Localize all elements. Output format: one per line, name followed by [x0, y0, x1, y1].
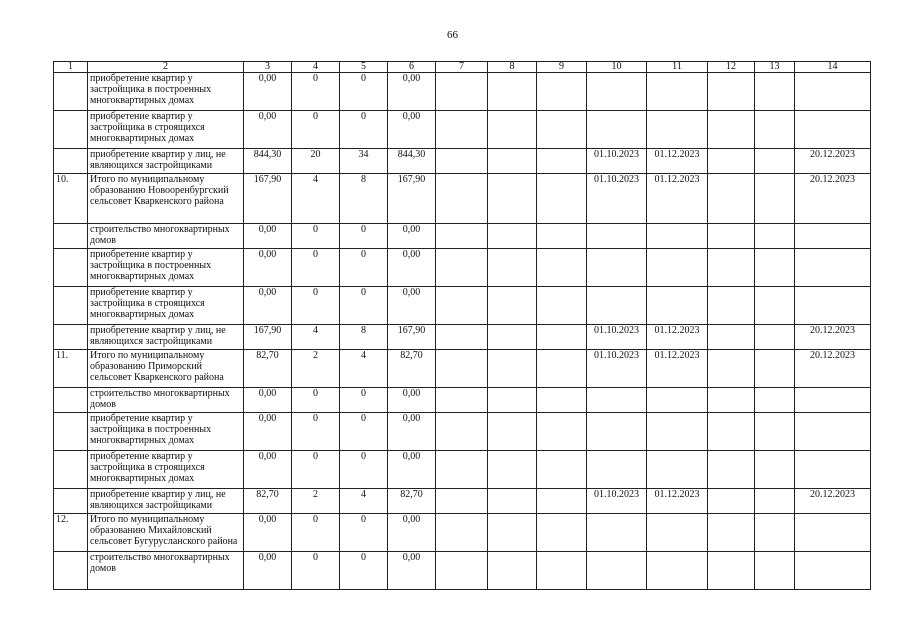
- value-cell: [436, 73, 488, 111]
- value-cell: 0: [292, 224, 340, 249]
- value-cell: [537, 451, 587, 489]
- value-cell: [647, 514, 708, 552]
- value-cell: [537, 111, 587, 149]
- value-cell: [587, 451, 647, 489]
- value-cell: [537, 514, 587, 552]
- value-cell: 0,00: [388, 388, 436, 413]
- value-cell: 8: [340, 174, 388, 224]
- value-cell: 0,00: [244, 224, 292, 249]
- table-row: [54, 451, 871, 489]
- table-row: [54, 224, 871, 249]
- column-header: 6: [388, 62, 436, 73]
- value-cell: [647, 111, 708, 149]
- column-header: 13: [755, 62, 795, 73]
- value-cell: [488, 350, 537, 388]
- value-cell: [537, 287, 587, 325]
- column-header: 3: [244, 62, 292, 73]
- value-cell: 0,00: [388, 514, 436, 552]
- value-cell: [537, 174, 587, 224]
- value-cell: [795, 249, 871, 287]
- value-cell: 0,00: [244, 413, 292, 451]
- value-cell: 0,00: [388, 224, 436, 249]
- value-cell: [755, 174, 795, 224]
- description-cell: Итого по муниципальному образованию Приморский сельсовет Кваркенского района: [88, 350, 244, 388]
- value-cell: 4: [292, 174, 340, 224]
- value-cell: [708, 224, 755, 249]
- value-cell: [795, 111, 871, 149]
- row-index-cell: [54, 111, 88, 149]
- column-header: 11: [647, 62, 708, 73]
- description-cell: Итого по муниципальному образованию Новооренбургский сельсовет Кваркенского района: [88, 174, 244, 224]
- table-row: [54, 413, 871, 451]
- value-cell: 01.12.2023: [647, 489, 708, 514]
- value-cell: 0,00: [244, 514, 292, 552]
- value-cell: [708, 325, 755, 350]
- column-header: 4: [292, 62, 340, 73]
- value-cell: [488, 413, 537, 451]
- value-cell: 0: [340, 224, 388, 249]
- value-cell: 0: [340, 287, 388, 325]
- value-cell: 01.10.2023: [587, 350, 647, 388]
- value-cell: [436, 350, 488, 388]
- value-cell: [708, 489, 755, 514]
- column-header: 14: [795, 62, 871, 73]
- value-cell: 0: [292, 73, 340, 111]
- column-header: 12: [708, 62, 755, 73]
- value-cell: [436, 224, 488, 249]
- row-index-cell: 11.: [54, 350, 88, 388]
- row-index-cell: [54, 489, 88, 514]
- value-cell: 0: [340, 552, 388, 590]
- value-cell: 0: [292, 514, 340, 552]
- value-cell: 0: [292, 388, 340, 413]
- value-cell: [537, 249, 587, 287]
- value-cell: 20: [292, 149, 340, 174]
- value-cell: 01.12.2023: [647, 149, 708, 174]
- value-cell: [436, 249, 488, 287]
- value-cell: 0,00: [388, 73, 436, 111]
- value-cell: [755, 489, 795, 514]
- value-cell: [755, 413, 795, 451]
- value-cell: [647, 249, 708, 287]
- row-index-cell: [54, 224, 88, 249]
- value-cell: [488, 224, 537, 249]
- value-cell: 01.10.2023: [587, 489, 647, 514]
- value-cell: [708, 388, 755, 413]
- value-cell: [795, 224, 871, 249]
- value-cell: 0,00: [388, 413, 436, 451]
- value-cell: 0: [340, 73, 388, 111]
- value-cell: [755, 325, 795, 350]
- value-cell: [587, 73, 647, 111]
- value-cell: [708, 451, 755, 489]
- value-cell: 167,90: [244, 325, 292, 350]
- value-cell: [708, 149, 755, 174]
- table-row: [54, 287, 871, 325]
- value-cell: 01.10.2023: [587, 174, 647, 224]
- value-cell: 01.10.2023: [587, 149, 647, 174]
- value-cell: [755, 287, 795, 325]
- description-cell: приобретение квартир у лиц, не являющихся застройщиками: [88, 489, 244, 514]
- value-cell: [708, 413, 755, 451]
- value-cell: [755, 73, 795, 111]
- description-cell: приобретение квартир у лиц, не являющихся застройщиками: [88, 325, 244, 350]
- data-table: [53, 61, 871, 590]
- value-cell: [436, 287, 488, 325]
- value-cell: 20.12.2023: [795, 325, 871, 350]
- value-cell: [647, 413, 708, 451]
- table-row: [54, 111, 871, 149]
- value-cell: [488, 514, 537, 552]
- value-cell: [795, 514, 871, 552]
- value-cell: 167,90: [388, 174, 436, 224]
- value-cell: 82,70: [388, 489, 436, 514]
- row-index-cell: 12.: [54, 514, 88, 552]
- value-cell: 844,30: [388, 149, 436, 174]
- table-row: [54, 552, 871, 590]
- value-cell: 844,30: [244, 149, 292, 174]
- table-row: [54, 489, 871, 514]
- value-cell: 0,00: [244, 388, 292, 413]
- value-cell: [436, 174, 488, 224]
- value-cell: [488, 325, 537, 350]
- description-cell: строительство многоквартирных домов: [88, 224, 244, 249]
- value-cell: [488, 388, 537, 413]
- value-cell: [436, 552, 488, 590]
- value-cell: 20.12.2023: [795, 174, 871, 224]
- row-index-cell: [54, 249, 88, 287]
- value-cell: [587, 287, 647, 325]
- table-row: [54, 249, 871, 287]
- value-cell: 01.12.2023: [647, 350, 708, 388]
- value-cell: [537, 149, 587, 174]
- row-index-cell: 10.: [54, 174, 88, 224]
- value-cell: 0: [340, 451, 388, 489]
- value-cell: 8: [340, 325, 388, 350]
- value-cell: 0: [340, 111, 388, 149]
- table-row: [54, 73, 871, 111]
- value-cell: 0,00: [244, 552, 292, 590]
- value-cell: [647, 552, 708, 590]
- value-cell: 4: [292, 325, 340, 350]
- description-cell: Итого по муниципальному образованию Михайловский сельсовет Бугурусланского района: [88, 514, 244, 552]
- value-cell: [755, 149, 795, 174]
- value-cell: 20.12.2023: [795, 489, 871, 514]
- table-row: [54, 514, 871, 552]
- value-cell: [488, 111, 537, 149]
- value-cell: [708, 552, 755, 590]
- value-cell: [755, 224, 795, 249]
- value-cell: [647, 73, 708, 111]
- value-cell: [488, 149, 537, 174]
- value-cell: [488, 287, 537, 325]
- column-header: 5: [340, 62, 388, 73]
- value-cell: [537, 224, 587, 249]
- value-cell: 0: [292, 552, 340, 590]
- description-cell: приобретение квартир у застройщика в построенных многоквартирных домах: [88, 413, 244, 451]
- table-row: [54, 325, 871, 350]
- value-cell: [708, 514, 755, 552]
- description-cell: приобретение квартир у лиц, не являющихся застройщиками: [88, 149, 244, 174]
- description-cell: строительство многоквартирных домов: [88, 552, 244, 590]
- value-cell: 34: [340, 149, 388, 174]
- value-cell: 01.12.2023: [647, 325, 708, 350]
- value-cell: [587, 111, 647, 149]
- value-cell: 82,70: [388, 350, 436, 388]
- value-cell: [488, 451, 537, 489]
- value-cell: [537, 388, 587, 413]
- value-cell: 2: [292, 350, 340, 388]
- table-row: [54, 149, 871, 174]
- value-cell: [708, 111, 755, 149]
- column-header: 10: [587, 62, 647, 73]
- value-cell: 4: [340, 489, 388, 514]
- value-cell: 0: [340, 388, 388, 413]
- value-cell: [755, 350, 795, 388]
- value-cell: 0: [340, 249, 388, 287]
- value-cell: [436, 489, 488, 514]
- value-cell: [537, 413, 587, 451]
- value-cell: [647, 388, 708, 413]
- value-cell: 4: [340, 350, 388, 388]
- value-cell: [708, 174, 755, 224]
- value-cell: [436, 451, 488, 489]
- value-cell: [436, 149, 488, 174]
- value-cell: [647, 287, 708, 325]
- row-index-cell: [54, 73, 88, 111]
- value-cell: 0,00: [244, 451, 292, 489]
- table-row: [54, 388, 871, 413]
- value-cell: [587, 249, 647, 287]
- value-cell: [587, 388, 647, 413]
- value-cell: [795, 73, 871, 111]
- value-cell: [537, 489, 587, 514]
- value-cell: [795, 413, 871, 451]
- row-index-cell: [54, 413, 88, 451]
- row-index-cell: [54, 552, 88, 590]
- value-cell: [587, 552, 647, 590]
- value-cell: [708, 350, 755, 388]
- value-cell: 0: [340, 514, 388, 552]
- value-cell: [795, 451, 871, 489]
- value-cell: 01.12.2023: [647, 174, 708, 224]
- value-cell: 82,70: [244, 350, 292, 388]
- value-cell: [436, 111, 488, 149]
- value-cell: 0,00: [244, 111, 292, 149]
- value-cell: [488, 249, 537, 287]
- value-cell: [587, 413, 647, 451]
- value-cell: [436, 388, 488, 413]
- column-header: 2: [88, 62, 244, 73]
- row-index-cell: [54, 325, 88, 350]
- value-cell: 0: [292, 111, 340, 149]
- value-cell: [436, 514, 488, 552]
- value-cell: 20.12.2023: [795, 149, 871, 174]
- value-cell: [537, 552, 587, 590]
- value-cell: [537, 325, 587, 350]
- value-cell: [795, 388, 871, 413]
- value-cell: 20.12.2023: [795, 350, 871, 388]
- table-row: [54, 350, 871, 388]
- value-cell: 0: [292, 413, 340, 451]
- value-cell: 2: [292, 489, 340, 514]
- value-cell: [755, 451, 795, 489]
- value-cell: [488, 552, 537, 590]
- value-cell: [795, 287, 871, 325]
- table-row: [54, 174, 871, 224]
- value-cell: 0: [340, 413, 388, 451]
- value-cell: [795, 552, 871, 590]
- value-cell: [587, 224, 647, 249]
- value-cell: 0: [292, 451, 340, 489]
- value-cell: [755, 388, 795, 413]
- row-index-cell: [54, 287, 88, 325]
- description-cell: приобретение квартир у застройщика в строящихся многоквартирных домах: [88, 287, 244, 325]
- value-cell: 0,00: [388, 287, 436, 325]
- value-cell: 0,00: [244, 73, 292, 111]
- value-cell: [647, 224, 708, 249]
- description-cell: строительство многоквартирных домов: [88, 388, 244, 413]
- value-cell: [537, 73, 587, 111]
- value-cell: [488, 73, 537, 111]
- value-cell: 0,00: [388, 249, 436, 287]
- value-cell: 167,90: [244, 174, 292, 224]
- value-cell: 0: [292, 249, 340, 287]
- value-cell: [755, 249, 795, 287]
- value-cell: 01.10.2023: [587, 325, 647, 350]
- value-cell: 0,00: [388, 552, 436, 590]
- column-header: 1: [54, 62, 88, 73]
- value-cell: [488, 489, 537, 514]
- row-index-cell: [54, 451, 88, 489]
- value-cell: 167,90: [388, 325, 436, 350]
- value-cell: 82,70: [244, 489, 292, 514]
- row-index-cell: [54, 388, 88, 413]
- value-cell: 0,00: [388, 451, 436, 489]
- description-cell: приобретение квартир у застройщика в построенных многоквартирных домах: [88, 249, 244, 287]
- value-cell: [708, 287, 755, 325]
- value-cell: [436, 413, 488, 451]
- value-cell: [755, 514, 795, 552]
- description-cell: приобретение квартир у застройщика в строящихся многоквартирных домах: [88, 451, 244, 489]
- value-cell: [708, 249, 755, 287]
- column-header: 7: [436, 62, 488, 73]
- value-cell: [436, 325, 488, 350]
- value-cell: 0,00: [244, 287, 292, 325]
- value-cell: [708, 73, 755, 111]
- column-header: 9: [537, 62, 587, 73]
- value-cell: [488, 174, 537, 224]
- description-cell: приобретение квартир у застройщика в построенных многоквартирных домах: [88, 73, 244, 111]
- description-cell: приобретение квартир у застройщика в строящихся многоквартирных домах: [88, 111, 244, 149]
- value-cell: 0,00: [244, 249, 292, 287]
- value-cell: [755, 111, 795, 149]
- value-cell: 0: [292, 287, 340, 325]
- value-cell: [755, 552, 795, 590]
- value-cell: 0,00: [388, 111, 436, 149]
- column-header: 8: [488, 62, 537, 73]
- value-cell: [537, 350, 587, 388]
- header-row: [54, 62, 871, 73]
- page-number: 66: [447, 29, 458, 41]
- row-index-cell: [54, 149, 88, 174]
- value-cell: [647, 451, 708, 489]
- value-cell: [587, 514, 647, 552]
